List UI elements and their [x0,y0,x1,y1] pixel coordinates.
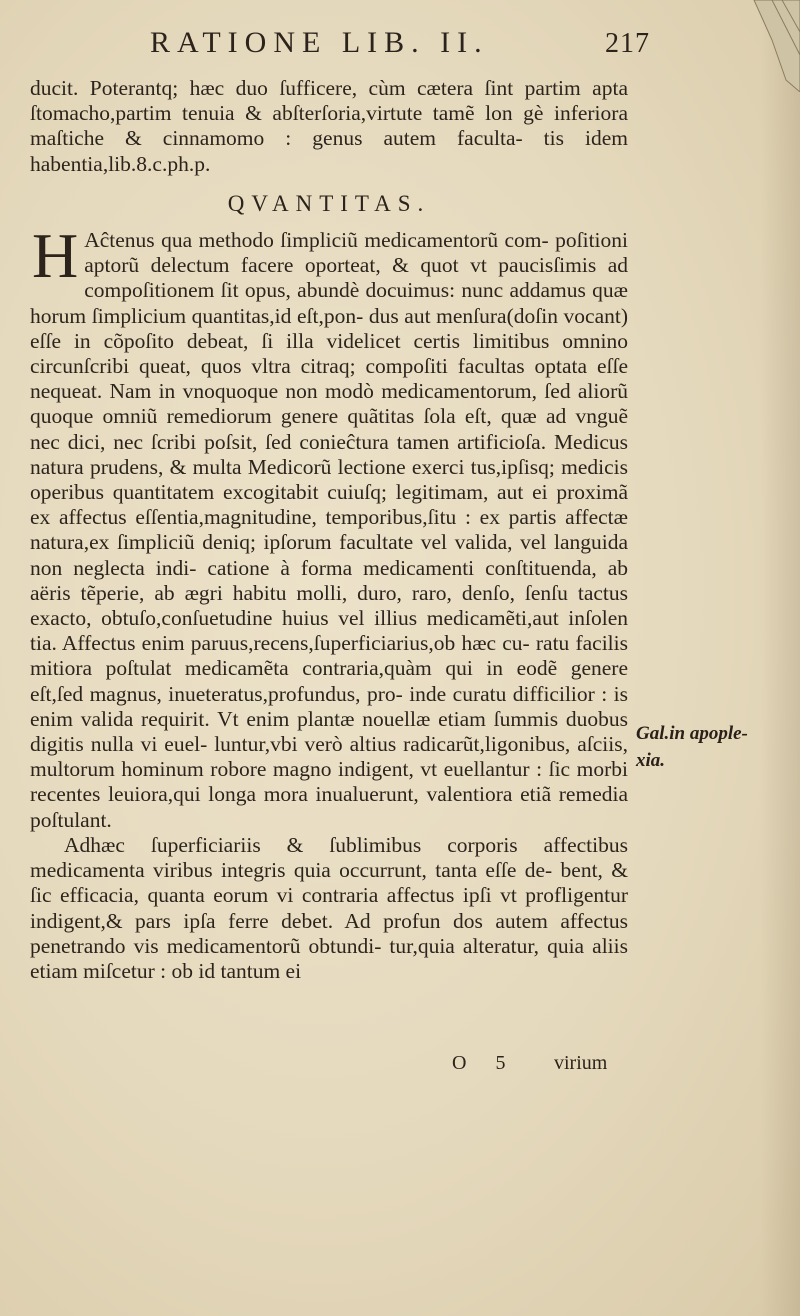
paragraph-2: Adhæc ſuperficiariis & ſublimibus corporis affectibus medicamenta viribus integris quia occurrunt, tanta eſſe de- bent, & ſic efficacia, quanta eorum vi contraria affectus ipſi vt profligentur indigent,& pars ipſa ferre debet. Ad profun dos autem affectus penetrando vis medicamentorũ obtundi- tur,quia alteratur, quia aliis etiam miſcetur : ob id tantum ei [30,832,628,983]
margin-note-line-2: xia. [636,750,666,771]
running-title: RATIONE LIB. II. [150,26,489,59]
running-header [150,26,650,66]
catchword: virium [554,1052,608,1074]
page-number: 217 [605,28,650,59]
folded-corner [742,0,800,92]
margin-note [636,720,786,774]
margin-note-line-1: Gal.in apople- [636,723,748,744]
section-heading: QVANTITAS. [227,190,431,216]
page-edge-shadow [760,0,800,1316]
main-text-column [30,76,628,984]
intro-paragraph: ducit. Poterantq; hæc duo ſufficere, cùm cætera ſint partim apta ſtomacho,partim tenuia & abſterſoria,virtute tamẽ lon gè inferiora maſtiche & cinnamomo : genus autem faculta- tis idem habentia,lib.8.c.ph.p. [30,76,628,176]
signature-mark: O 5 [452,1052,518,1074]
paragraph-1 [30,220,628,833]
paragraph-1-text: Aĉtenus qua methodo ſimpliciũ medicamentorũ com- poſitioni aptorũ delectum facere oporteat, & quot vt paucisſimis ad compoſitionem ſit opus, abundè docuimus: nunc addamus quæ horum ſimplicium quantitas,id eſt,pon- dus aut menſura(doſin vocant) eſſe in cõpoſito debeat, ſi illa videlicet certis limitibus omnino circunſcribi queat, quos vltra citraq; compoſiti facultas optata eſſe nequeat. Nam in vnoquoque non modò medicamentorum, ſed aliorũ quoque omniũ remediorum genere quãtitas ſola eſt, quæ ad vnguẽ nec dici, nec ſcribi poſsit, ſed conieĉtura tamen artificioſa. Medicus natura prudens, & multa Medicorũ lectione exerci tus,ipſisq; medicis operibus quantitatem excogitabit cuiuſq; legitimam, aut ei proximã ex affectus eſſentia,magnitudine, temporibus,ſitu : ex partis affectæ natura,ex ſimpliciũ deniq; ipſorum facultate vel valida, vel languida non neglecta indi- catione à forma medicamenti conſtituenda, ab aëris tẽperie, ab ægri habitu molli, duro, raro, denſo, ſenſu tactus exacto, obtuſo,conſuetudine huius vel illius medicamẽti,aut inſolen tia. Affectus enim paruus,recens,ſuperficiarius,ob hæc cu- ratu facilis mitiora poſtulat medicamẽta contraria,quàm qui in eodẽ genere eſt,ſed magnus, inueteratus,profundus, pro- inde curatu difficilior : is enim valida requirit. Vt enim plantæ nouellæ etiam ſummis duobus digitis nulla vi euel- luntur,vbi verò altius radicarũt,ligonibus, aſciis, multorum hominum robore magno indigent, vt euellantur : ſic morbi recentes leuiora,qui longa mora inualuerunt, valentiora etiã remedia poſtulant. [30,228,628,832]
drop-cap: H [32,220,79,292]
